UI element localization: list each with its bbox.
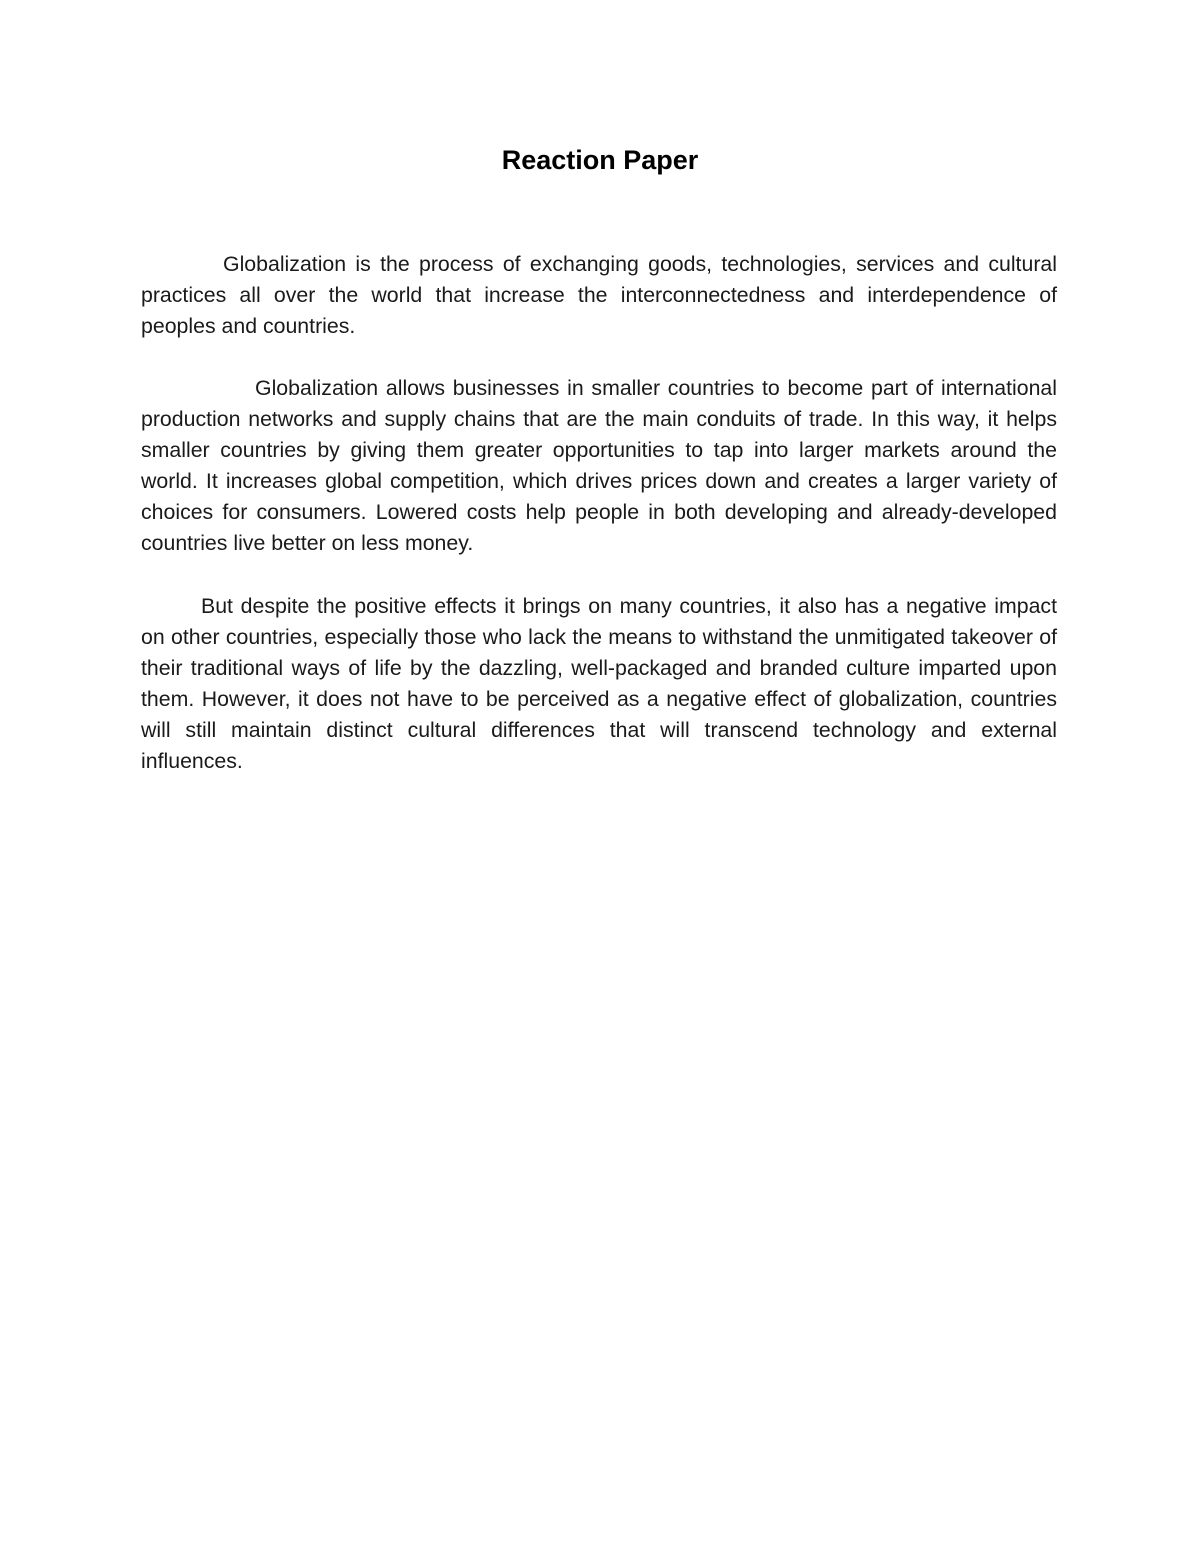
document-title: Reaction Paper — [501, 145, 699, 175]
paragraph-2: Globalization allows businesses in smaller countries to become part of international production networks and supply chains that are the main conduits of trade. In this way, it helps smaller countries by giving them greater opportunities to tap into larger markets around the world. It increases global competition, which drives prices down and creates a larger variety of choices for consumers. Lowered costs help people in both developing and already-developed countries live better on less money. — [141, 376, 1057, 555]
paragraph-3: But despite the positive effects it brings on many countries, it also has a negative impact on other countries, especially those who lack the means to withstand the unmitigated takeover of their traditional ways of life by the dazzling, well-packaged and branded culture imparted upon them. However, it does not have to be perceived as a negative effect of globalization, countries will still maintain distinct cultural differences that will transcend technology and external influences. — [141, 594, 1057, 773]
paragraph-1: Globalization is the process of exchanging goods, technologies, services and cultural practices all over the world that increase the interconnectedness and interdependence of peoples and countries. — [141, 252, 1057, 338]
